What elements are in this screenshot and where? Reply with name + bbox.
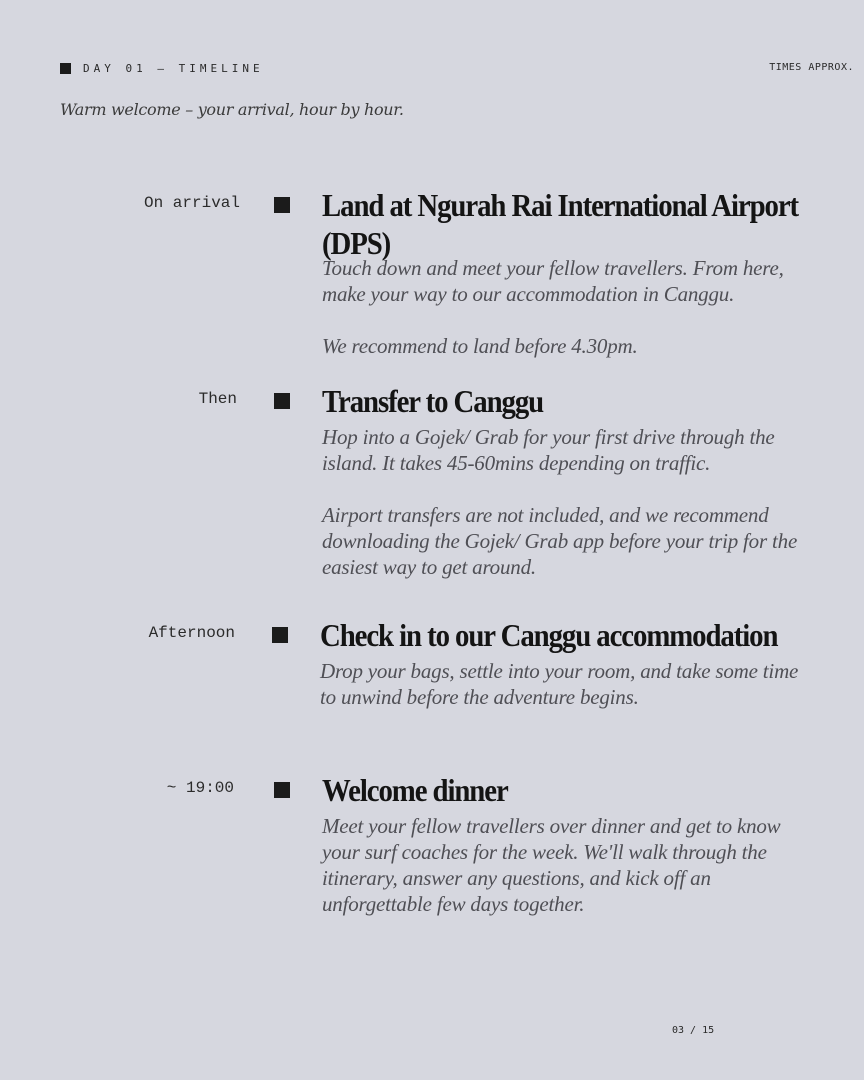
event-description: Touch down and meet your fellow travellers. From here, make your way to our accommodation in Canggu. bbox=[322, 256, 784, 306]
event-description: Hop into a Gojek/ Grab for your first drive through the island. It takes 45-60mins depending on traffic. bbox=[322, 425, 775, 475]
event-description: Drop your bags, settle into your room, and take some time to unwind before the adventure begins. bbox=[320, 659, 799, 709]
section-header bbox=[60, 62, 264, 75]
timeline-marker-icon bbox=[272, 627, 288, 643]
event-title: Land at Ngurah Rai International Airport (DPS) bbox=[322, 187, 799, 261]
page-number: 03 / 15 bbox=[672, 1025, 715, 1036]
section-kicker: DAY 01 — TIMELINE bbox=[83, 62, 264, 75]
event-note: Airport transfers are not included, and we recommend downloading the Gojek/ Grab app before your trip for the easiest way to get around. bbox=[322, 503, 798, 579]
times-note: TIMES APPROX. bbox=[769, 62, 854, 73]
timeline-marker-icon bbox=[274, 393, 290, 409]
timeline-marker-icon bbox=[274, 782, 290, 798]
event-time: Then bbox=[198, 390, 237, 408]
event-title: Transfer to Canggu bbox=[322, 383, 544, 419]
event-title: Check in to our Canggu accommodation bbox=[320, 617, 778, 653]
page-subtitle: Warm welcome – your arrival, hour by hour. bbox=[60, 100, 404, 119]
event-time: Afternoon bbox=[148, 624, 235, 642]
event-time: ~ 19:00 bbox=[166, 779, 234, 797]
square-bullet-icon bbox=[60, 63, 71, 74]
event-time: On arrival bbox=[143, 194, 240, 212]
event-description: Meet your fellow travellers over dinner and get to know your surf coaches for the week. We'll walk through the itinerary, answer any questions, and kick off an unforgettable few days together. bbox=[322, 814, 781, 916]
event-title: Welcome dinner bbox=[322, 772, 508, 808]
timeline-marker-icon bbox=[274, 197, 290, 213]
event-note: We recommend to land before 4.30pm. bbox=[322, 334, 638, 358]
